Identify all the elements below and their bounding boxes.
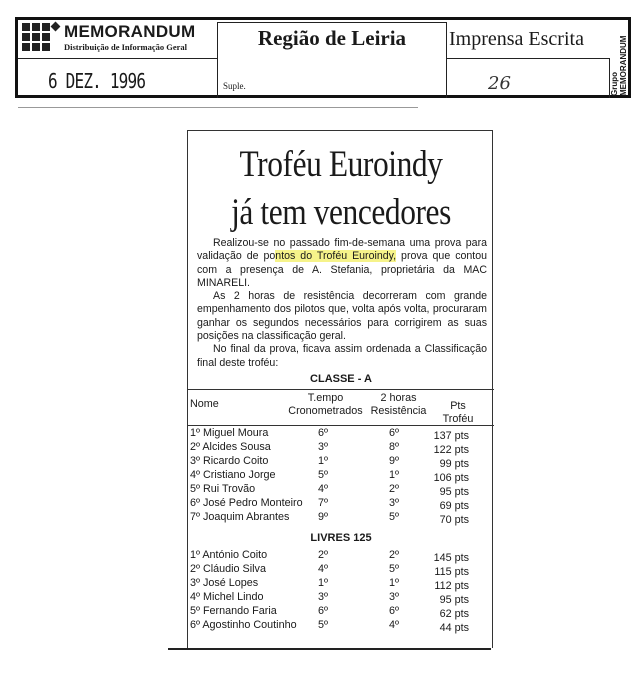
brand-subtitle: Distribuição de Informação Geral bbox=[64, 42, 187, 52]
col-header-time: T.empo Cronometrados bbox=[288, 392, 363, 417]
table-row bbox=[188, 563, 494, 577]
cell-time: 5º bbox=[318, 469, 328, 481]
table-row bbox=[188, 455, 494, 469]
cell-points: 69 pts bbox=[439, 500, 469, 512]
cell-endurance: 3º bbox=[389, 497, 399, 509]
cell-endurance: 5º bbox=[389, 563, 399, 575]
cell-time: 6º bbox=[318, 605, 328, 617]
cell-endurance: 2º bbox=[389, 483, 399, 495]
cell-time: 5º bbox=[318, 619, 328, 631]
paragraph: As 2 horas de resistência decorreram com grande empenhamento dos pilotos que, volta após volta, procuraram ganhar os segundos necessários para corrigirem as suas posições na classificação geral. bbox=[197, 290, 487, 343]
cell-time: 1º bbox=[318, 455, 328, 467]
cell-time: 3º bbox=[318, 441, 328, 453]
table-row bbox=[188, 497, 494, 511]
cell-endurance: 1º bbox=[389, 577, 399, 589]
supplement-label: Suple. bbox=[223, 81, 246, 91]
cell-endurance: 6º bbox=[389, 605, 399, 617]
table-rule bbox=[188, 425, 494, 426]
cell-name: 1º António Coito bbox=[190, 549, 268, 561]
cell-endurance: 3º bbox=[389, 591, 399, 603]
article-body bbox=[197, 237, 487, 370]
cell-name: 6º Agostinho Coutinho bbox=[190, 619, 297, 631]
table-row bbox=[188, 483, 494, 497]
cell-endurance: 1º bbox=[389, 469, 399, 481]
article bbox=[187, 130, 493, 648]
section-title-classe-a: CLASSE - A bbox=[310, 373, 372, 385]
cell-points: 95 pts bbox=[439, 594, 469, 606]
cell-points: 112 pts bbox=[434, 580, 469, 592]
cell-points: 115 pts bbox=[434, 566, 469, 578]
table-row bbox=[188, 511, 494, 525]
highlighted-text: ntos do Troféu Euroindy, bbox=[275, 250, 397, 263]
col-header-endurance: 2 horas Resistência bbox=[370, 392, 427, 417]
cell-name: 2º Alcides Sousa bbox=[190, 441, 271, 453]
cell-endurance: 5º bbox=[389, 511, 399, 523]
table-rule bbox=[188, 389, 494, 390]
col-header-name: Nome bbox=[190, 398, 219, 410]
table-row bbox=[188, 427, 494, 441]
divider bbox=[18, 107, 418, 108]
cell-time: 2º bbox=[318, 549, 328, 561]
clipping-date: 6 DEZ. 1996 bbox=[48, 69, 146, 93]
page-number-handwritten: 26 bbox=[488, 73, 511, 94]
cell-points: 106 pts bbox=[433, 472, 469, 484]
cell-name: 3º José Lopes bbox=[190, 577, 259, 589]
paragraph: Realizou-se no passado fim-de-semana uma prova para validação de pontos do Troféu Euroindy, prova que contou com a presença de A. Stefania, proprietária da MAC MINARELI. bbox=[197, 237, 487, 289]
cell-points: 44 pts bbox=[439, 622, 469, 634]
table-row bbox=[188, 469, 494, 483]
brand-block bbox=[18, 20, 218, 58]
table-row bbox=[188, 619, 494, 633]
cell-time: 4º bbox=[318, 483, 328, 495]
cell-endurance: 4º bbox=[389, 619, 399, 631]
cell-name: 5º Fernando Faria bbox=[190, 605, 277, 617]
cell-name: 6º José Pedro Monteiro bbox=[190, 497, 303, 509]
cell-endurance: 9º bbox=[389, 455, 399, 467]
page-cell bbox=[447, 58, 610, 98]
cell-points: 99 pts bbox=[439, 458, 469, 470]
memorandum-logo-icon bbox=[22, 23, 62, 57]
cell-time: 1º bbox=[318, 577, 328, 589]
cell-name: 3º Ricardo Coito bbox=[190, 455, 269, 467]
group-label: Grupo MEMORANDUM bbox=[610, 35, 628, 96]
cell-name: 5º Rui Trovão bbox=[190, 483, 256, 495]
article-title-line2: já tem vencedores bbox=[231, 192, 451, 233]
table-row bbox=[188, 549, 494, 563]
paragraph: No final da prova, ficava assim ordenada a Classificação final deste troféu: bbox=[197, 343, 487, 369]
bottom-rule bbox=[168, 648, 491, 650]
cell-time: 9º bbox=[318, 511, 328, 523]
table-row bbox=[188, 441, 494, 455]
col-header-points: Pts Troféu bbox=[442, 400, 474, 425]
cell-points: 95 pts bbox=[439, 486, 469, 498]
publication-name: Região de Leiria bbox=[257, 26, 407, 50]
cell-points: 62 pts bbox=[439, 608, 469, 620]
media-type: Imprensa Escrita bbox=[449, 28, 584, 50]
cell-time: 3º bbox=[318, 591, 328, 603]
cell-endurance: 2º bbox=[389, 549, 399, 561]
table-row bbox=[188, 577, 494, 591]
clipping-header bbox=[15, 17, 631, 98]
cell-time: 6º bbox=[318, 427, 328, 439]
cell-name: 1º Miguel Moura bbox=[190, 427, 269, 439]
brand-name: MEMORANDUM bbox=[64, 22, 196, 41]
cell-name: 4º Cristiano Jorge bbox=[190, 469, 276, 481]
cell-name: 4º Michel Lindo bbox=[190, 591, 264, 603]
cell-time: 4º bbox=[318, 563, 328, 575]
cell-endurance: 8º bbox=[389, 441, 399, 453]
cell-points: 70 pts bbox=[439, 514, 469, 526]
cell-points: 145 pts bbox=[433, 552, 469, 564]
table-row bbox=[188, 591, 494, 605]
article-title-line1: Troféu Euroindy bbox=[239, 144, 443, 185]
cell-time: 7º bbox=[318, 497, 328, 509]
cell-points: 122 pts bbox=[433, 444, 469, 456]
table-row bbox=[188, 605, 494, 619]
cell-points: 137 pts bbox=[433, 430, 469, 442]
cell-name: 7º Joaquim Abrantes bbox=[190, 511, 290, 523]
section-title-livres-125: LIVRES 125 bbox=[310, 532, 372, 544]
cell-name: 2º Cláudio Silva bbox=[190, 563, 266, 575]
cell-endurance: 6º bbox=[389, 427, 399, 439]
